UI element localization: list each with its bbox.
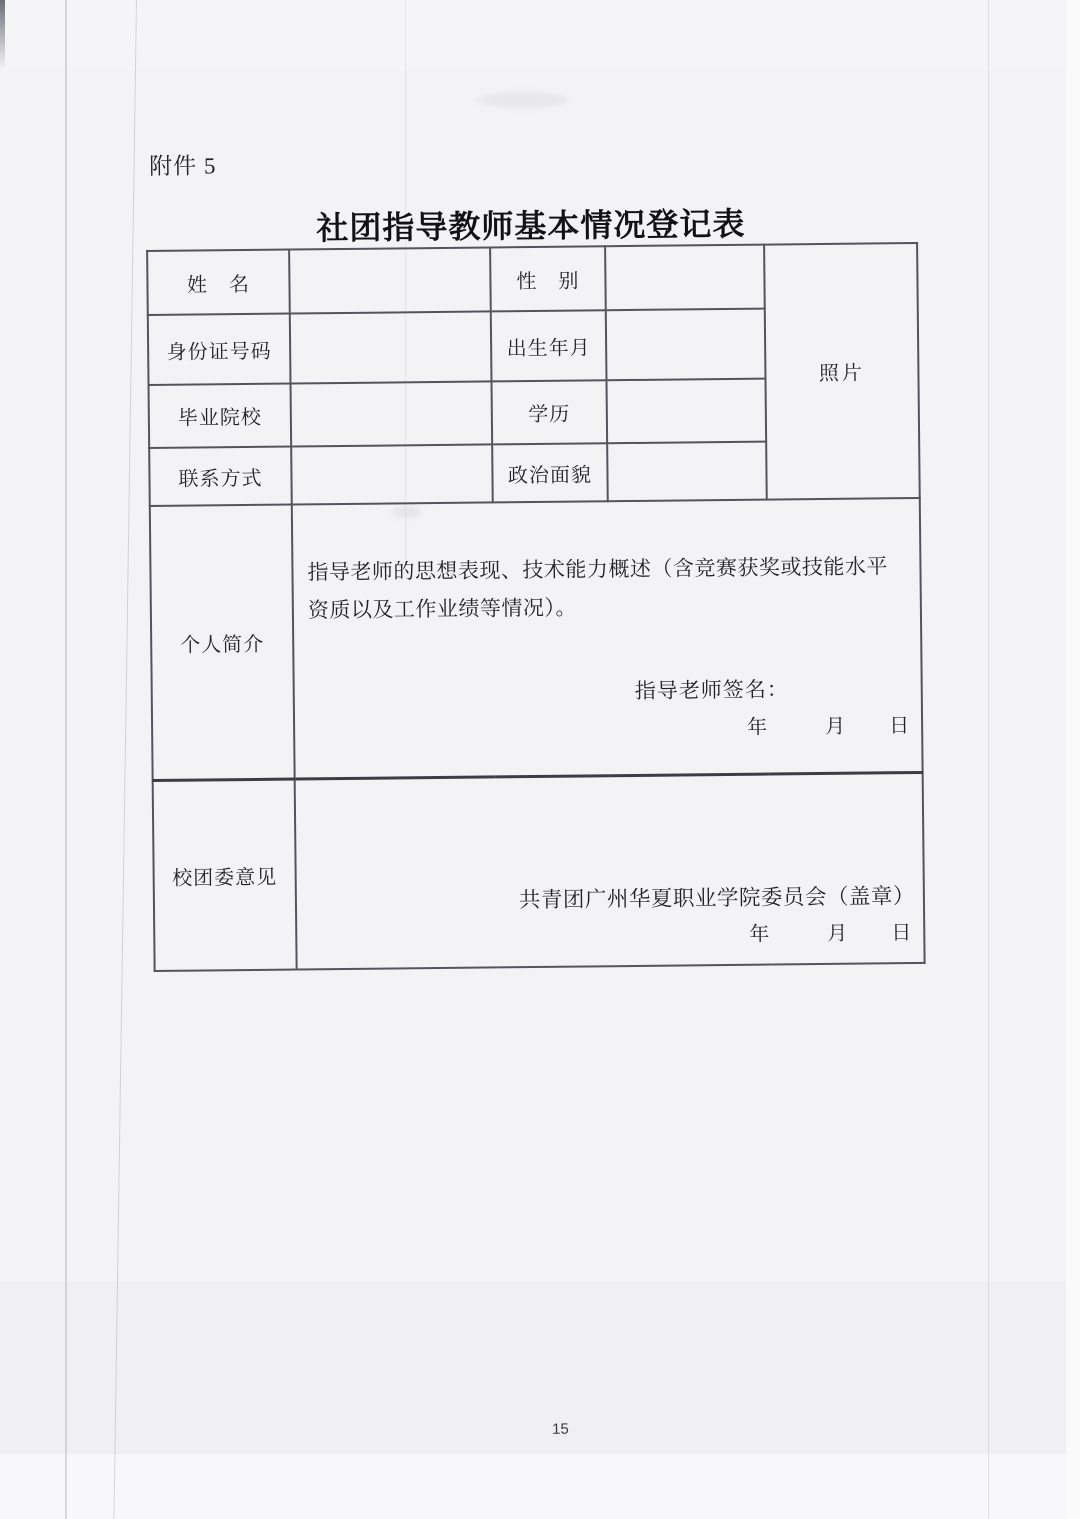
registration-form-table xyxy=(146,242,926,972)
instructor-signature-label: 指导老师签名： xyxy=(634,677,789,703)
day-label: 日 xyxy=(889,715,910,738)
profile-content-cell xyxy=(292,498,923,779)
profile-description: 指导老师的思想表现、技术能力概述（含竞赛获奖或技能水平资质以及工作业绩等情况）。 xyxy=(307,554,889,623)
photo-placeholder-cell: 照片 xyxy=(764,243,920,500)
committee-row xyxy=(153,772,925,971)
page-title: 社团指导教师基本情况登记表 xyxy=(316,205,746,247)
education-value-cell xyxy=(606,379,766,444)
year-label: 年 xyxy=(747,716,768,739)
birth-date-value-cell xyxy=(606,309,766,381)
political-status-label: 政治面貌 xyxy=(492,443,608,502)
month-label: 月 xyxy=(827,922,848,945)
committee-opinion-label: 校团委意见 xyxy=(153,779,297,971)
contact-label: 联系方式 xyxy=(149,447,292,506)
day-label: 日 xyxy=(891,922,912,945)
education-label: 学历 xyxy=(491,380,607,444)
attachment-label: 附件 5 xyxy=(149,153,217,180)
id-number-value-cell xyxy=(290,311,492,383)
name-value-cell xyxy=(289,247,491,313)
page-number: 15 xyxy=(552,1420,569,1438)
committee-date-line xyxy=(297,918,923,955)
profile-date-line xyxy=(295,711,921,748)
political-status-value-cell xyxy=(607,442,767,502)
year-label: 年 xyxy=(749,923,770,946)
id-number-label: 身份证号码 xyxy=(148,314,291,385)
contact-value-cell xyxy=(291,444,493,504)
gender-label: 性 别 xyxy=(490,246,606,311)
graduate-school-value-cell xyxy=(291,381,493,446)
profile-label: 个人简介 xyxy=(150,505,295,781)
month-label: 月 xyxy=(825,715,846,738)
graduate-school-label: 毕业院校 xyxy=(149,384,292,448)
birth-date-label: 出生年月 xyxy=(491,310,607,381)
profile-row xyxy=(150,498,923,781)
name-label: 姓 名 xyxy=(147,250,290,315)
committee-content-cell xyxy=(295,772,925,969)
table-row xyxy=(147,243,918,315)
committee-seal-line: 共青团广州华夏职业学院委员会（盖章） xyxy=(518,884,916,913)
gender-value-cell xyxy=(605,245,765,311)
